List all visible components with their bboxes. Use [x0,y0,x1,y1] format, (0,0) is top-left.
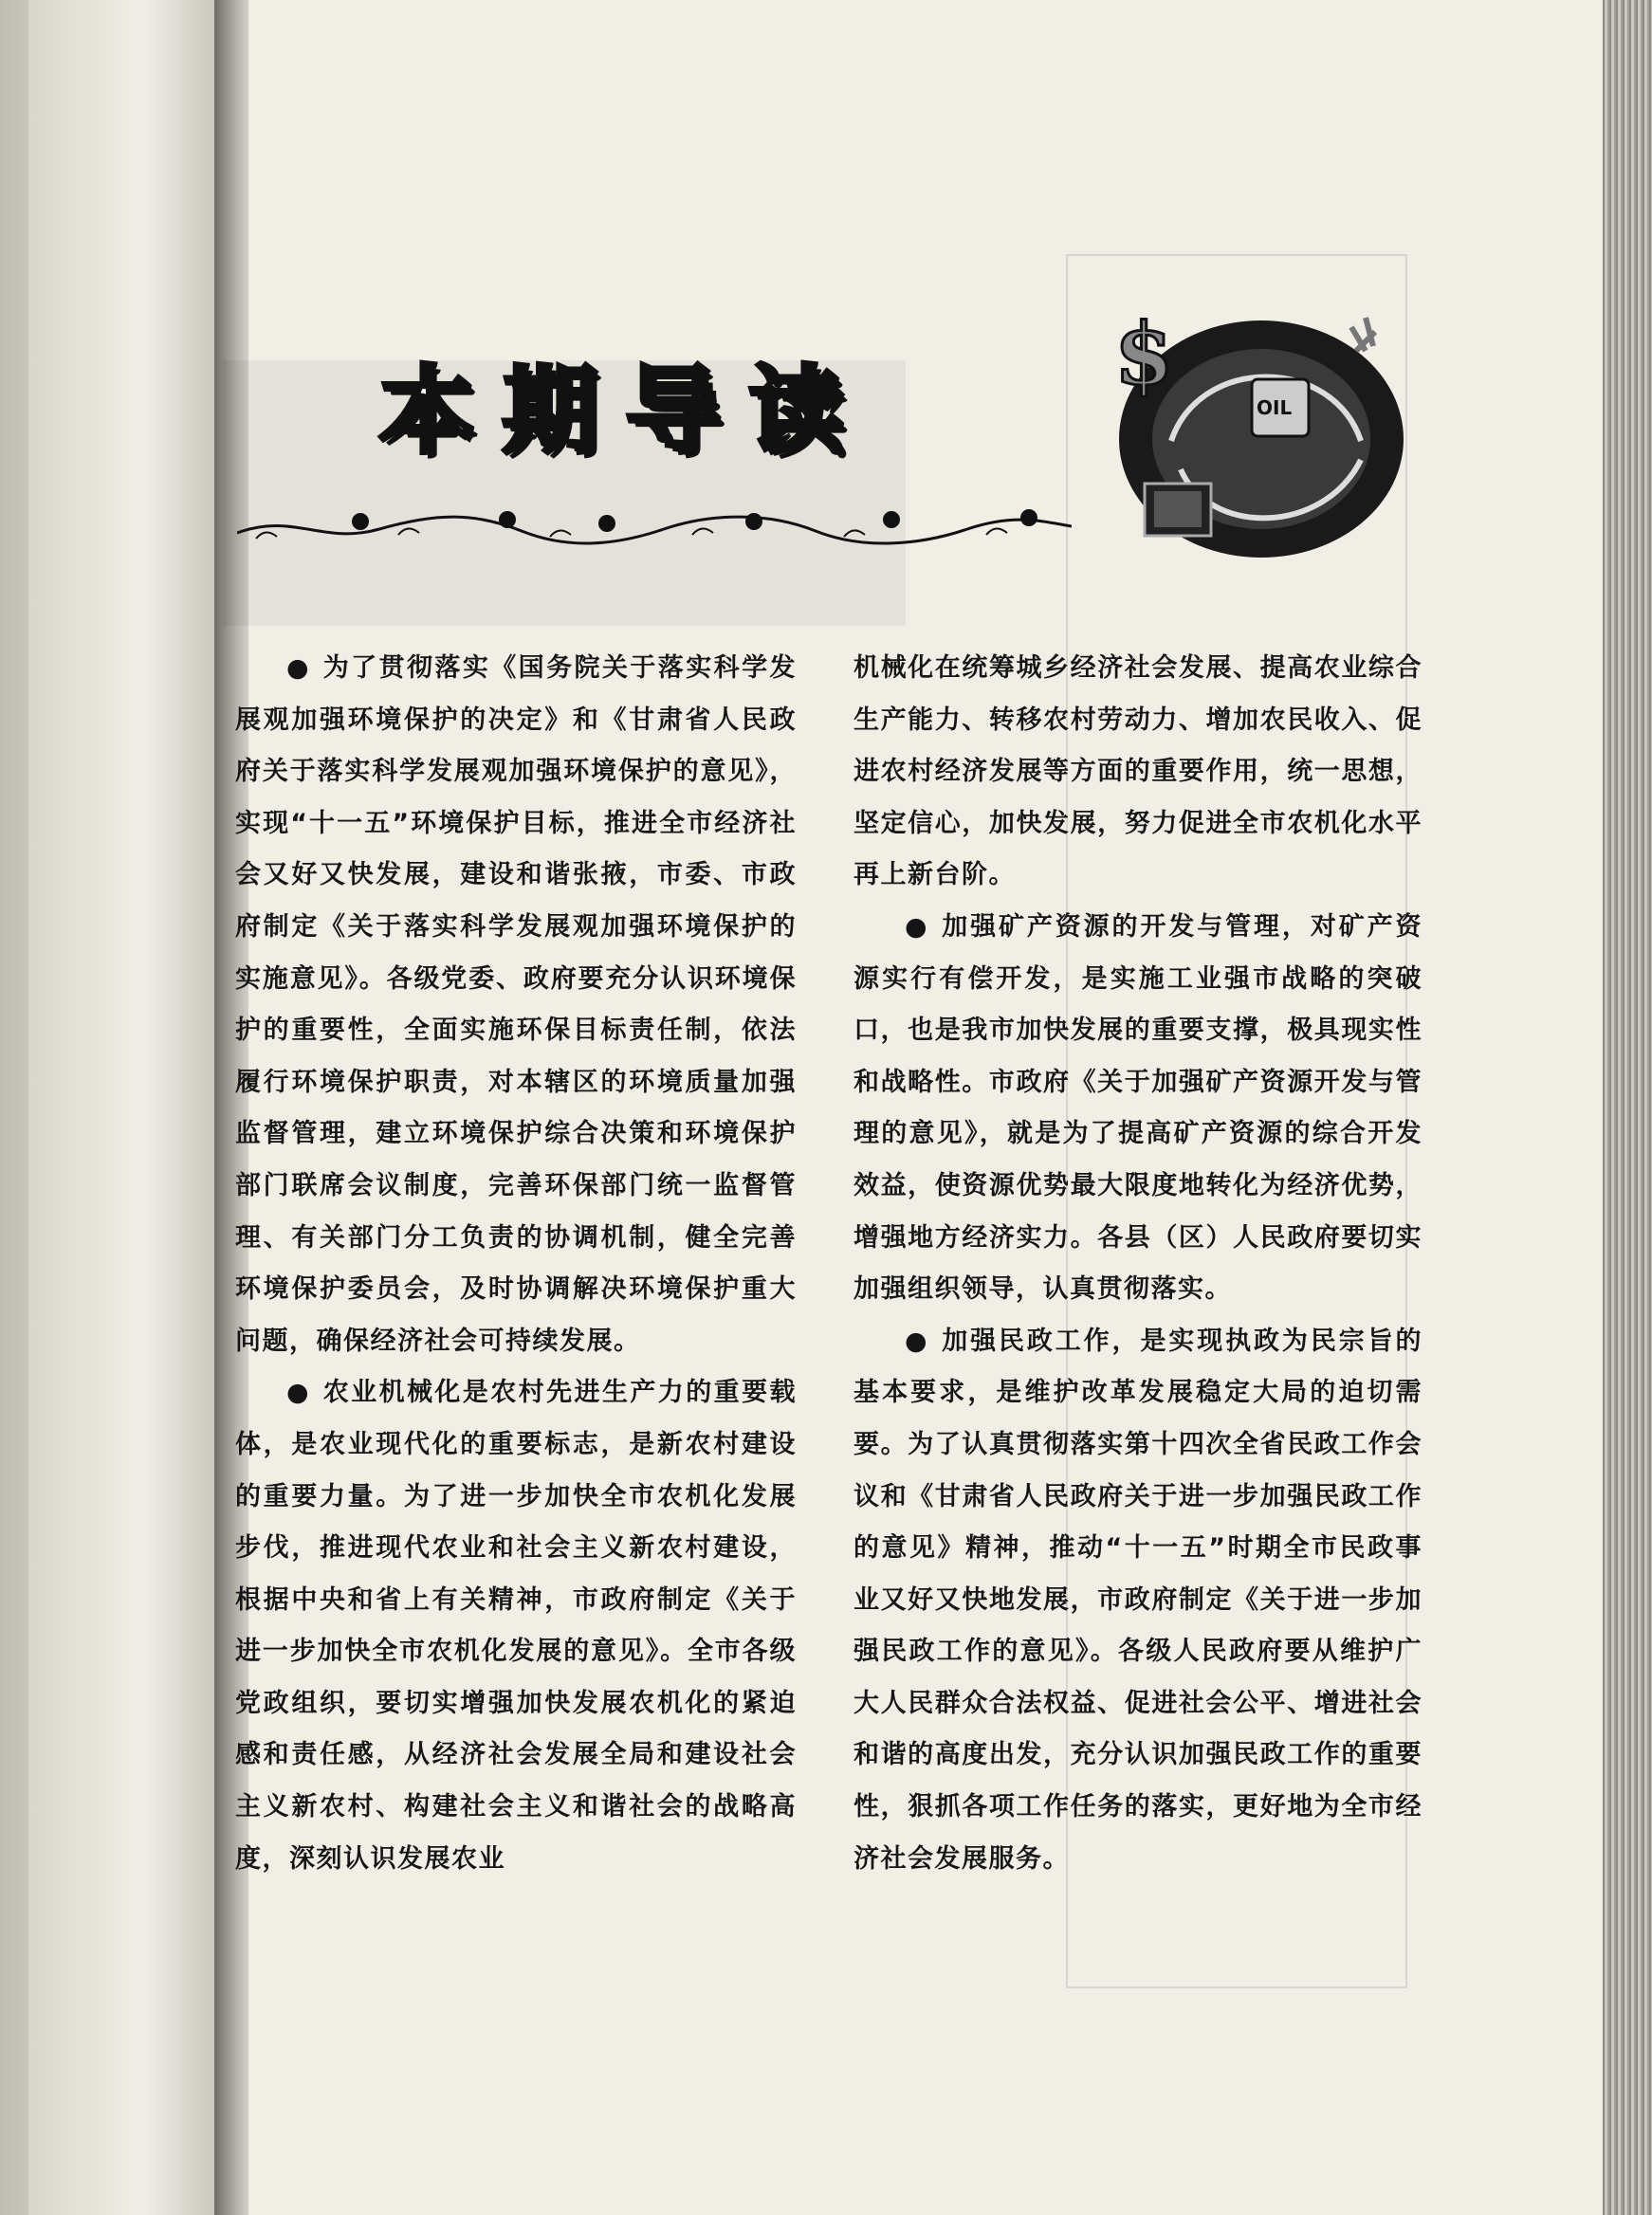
paragraph-text: 机械化在统筹城乡经济社会发展、提高农业综合生产能力、转移农村劳动力、增加农民收入、促进农村经济发展等方面的重要作用，统一思想，坚定信心，加快发展，努力促进全市农机化水平再上新台阶。 [854,653,1423,890]
oil-label: OIL [1257,396,1293,419]
paragraph-text: 为了贯彻落实《国务院关于落实科学发展观加强环境保护的决定》和《甘肃省人民政府关于落实科学发展观加强环境保护的意见》，实现“十一五”环境保护目标，推进全市经济社会又好又快发展，建设和谐张掖，市委、市政府制定《关于落实科学发展观加强环境保护的实施意见》。各级党委、政府要充分认识环境保护的重要性，全面实施环保目标责任制，依法履行环境保护职责，对本辖区的环境质量加强监督管理，建立环境保护综合决策和环境保护部门联席会议制度，完善环保部门统一监督管理、有关部门分工负责的协调机制，健全完善环境保护委员会，及时协调解决环境保护重大问题，确保经济社会可持续发展。 [235,653,797,1356]
title-char: 期 [503,356,597,467]
paragraph-agri-continued [854,643,1423,902]
paragraph-text: 加强矿产资源的开发与管理，对矿产资源实行有偿开发，是实施工业强市战略的突破口，也是我市加快发展的重要支撑，极具现实性和战略性。市政府《关于加强矿产资源开发与管理的意见》，就是为了提高矿产资源的综合开发效益，使资源优势最大限度地转化为经济优势，增强地方经济实力。各县（区）人民政府要切实加强组织领导，认真贯彻落实。 [854,911,1423,1305]
flower-vine-ornament [237,493,1072,550]
paragraph-environment [235,643,797,1367]
left-page-inner [28,0,218,2215]
page-edge [1603,0,1652,2215]
bullet-icon: ● [905,1326,929,1356]
paragraph-text: 加强民政工作，是实现执政为民宗旨的基本要求，是维护改革发展稳定大局的迫切需要。为了认真贯彻落实第十四次全省民政工作会议和《甘肃省人民政府关于进一步加强民政工作的意见》精神，推动“十一五”时期全市民政事业又好又快地发展，市政府制定《关于进一步加强民政工作的意见》。各级人民政府要从维护广大人民群众合法权益、促进社会公平、增进社会和谐的高度出发，充分认识加强民政工作的重要性，狠抓各项工作任务的落实，更好地为全市经济社会发展服务。 [854,1326,1423,1874]
bullet-icon: ● [286,653,311,683]
svg-text:$: $ [1114,304,1174,405]
paragraph-text: 农业机械化是农村先进生产力的重要载体，是农业现代化的重要标志，是新农村建设的重要力量。为了进一步加快全市农机化发展步伐，推进现代农业和社会主义新农村建设，根据中央和省上有关精神，市政府制定《关于进一步加快全市农机化发展的意见》。全市各级党政组织，要切实增强加快发展农机化的紧迫感和责任感，从经济社会发展全局和建设社会主义新农村、构建社会主义和谐社会的战略高度，深刻认识发展农业 [235,1378,797,1874]
title-char: 导 [626,356,721,467]
title-char: 读 [749,356,844,467]
paragraph-civil-affairs [854,1316,1423,1886]
paragraph-agri-mechanization [235,1367,797,1885]
page-title [379,341,948,465]
bullet-icon: ● [905,911,929,942]
paragraph-mineral-resources [854,902,1423,1316]
left-text-column [235,643,797,1885]
globe-illustration [1086,299,1408,569]
right-text-column [854,643,1423,1885]
title-char: 本 [379,356,474,467]
bullet-icon: ● [286,1378,311,1408]
